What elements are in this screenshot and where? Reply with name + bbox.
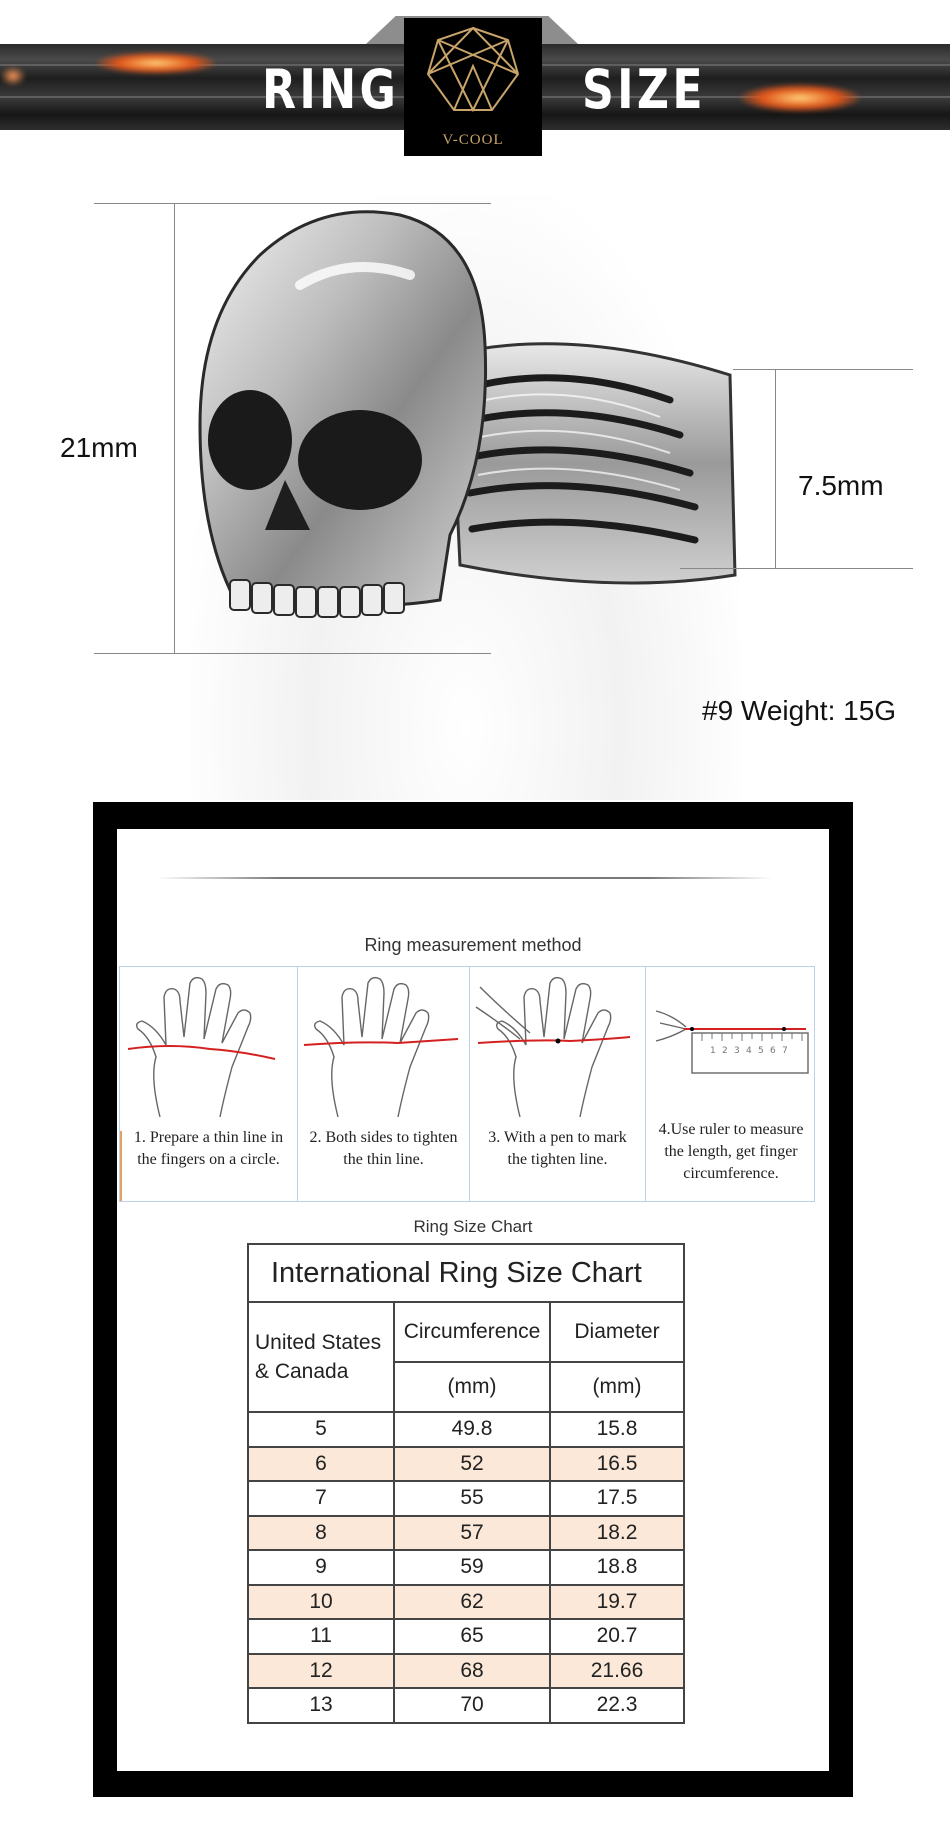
svg-text:5: 5 <box>758 1046 764 1056</box>
diameter-cell: 21.66 <box>550 1654 684 1689</box>
step-4 <box>646 967 816 1201</box>
dimension-line-band <box>775 369 776 569</box>
svg-text:1: 1 <box>710 1046 716 1056</box>
table-row <box>248 1481 684 1516</box>
svg-text:3: 3 <box>734 1046 740 1056</box>
diameter-cell: 18.2 <box>550 1516 684 1551</box>
ember-glow <box>740 84 860 112</box>
circumference-cell: 55 <box>394 1481 550 1516</box>
ember-glow <box>96 52 216 74</box>
divider <box>157 877 773 879</box>
table-row <box>248 1550 684 1585</box>
header-us-canada: United States & Canada <box>248 1302 394 1412</box>
table-row <box>248 1688 684 1723</box>
circumference-cell: 62 <box>394 1585 550 1620</box>
diameter-cell: 18.8 <box>550 1550 684 1585</box>
table-row <box>248 1447 684 1482</box>
header-diameter-unit: (mm) <box>550 1362 684 1412</box>
circumference-cell: 49.8 <box>394 1412 550 1447</box>
diameter-cell: 19.7 <box>550 1585 684 1620</box>
banner-title-right: SIZE <box>582 58 706 121</box>
size-cell: 8 <box>248 1516 394 1551</box>
hand-tighten-icon <box>298 967 470 1127</box>
circumference-cell: 59 <box>394 1550 550 1585</box>
table-row <box>248 1619 684 1654</box>
table-row <box>248 1516 684 1551</box>
diameter-cell: 16.5 <box>550 1447 684 1482</box>
ring-product-photo <box>190 195 740 800</box>
ring-height-label: 21mm <box>60 432 138 463</box>
step-1 <box>120 967 298 1201</box>
pen-mark-dot <box>556 1039 561 1044</box>
size-guide-panel <box>117 829 829 1771</box>
header-circumference: Circumference <box>394 1302 550 1362</box>
dimension-guide-bottom <box>94 653 491 654</box>
size-cell: 5 <box>248 1412 394 1447</box>
svg-text:4: 4 <box>746 1046 752 1056</box>
hand-pen-mark-icon <box>470 967 646 1127</box>
circumference-cell: 68 <box>394 1654 550 1689</box>
brand-logo-icon <box>404 18 542 130</box>
size-cell: 9 <box>248 1550 394 1585</box>
hand-string-icon <box>120 967 298 1127</box>
ring-size-table <box>247 1243 685 1724</box>
step-4-text: 4.Use ruler to measure the length, get finger circumference. <box>658 1121 804 1182</box>
banner-title-left: RING <box>262 58 400 121</box>
table-row <box>248 1654 684 1689</box>
size-chart-caption: Ring Size Chart <box>413 1217 533 1236</box>
diameter-cell: 17.5 <box>550 1481 684 1516</box>
size-cell: 11 <box>248 1619 394 1654</box>
circumference-cell: 57 <box>394 1516 550 1551</box>
size-cell: 12 <box>248 1654 394 1689</box>
step-1-text: 1. Prepare a thin line in the fingers on a circle. <box>133 1129 284 1168</box>
diameter-cell: 20.7 <box>550 1619 684 1654</box>
brand-logo-text: V-COOL <box>442 132 504 148</box>
dimension-line-height <box>174 203 175 654</box>
step-3-text: 3. With a pen to mark the tighten line. <box>488 1129 627 1168</box>
header-diameter: Diameter <box>550 1302 684 1362</box>
dimension-guide-top <box>94 203 491 204</box>
measurement-steps <box>119 966 815 1202</box>
step-2-text: 2. Both sides to tighten the thin line. <box>309 1129 458 1168</box>
ember-glow <box>0 66 26 86</box>
diameter-cell: 22.3 <box>550 1688 684 1723</box>
table-title: International Ring Size Chart <box>248 1244 684 1302</box>
method-title: Ring measurement method <box>364 935 582 955</box>
size-cell: 6 <box>248 1447 394 1482</box>
svg-text:2: 2 <box>722 1046 728 1056</box>
ruler-measure-icon <box>646 967 816 1127</box>
dimension-guide-band-bottom <box>680 568 913 569</box>
step-3 <box>470 967 646 1201</box>
header-circumference-unit: (mm) <box>394 1362 550 1412</box>
table-row <box>248 1412 684 1447</box>
size-cell: 10 <box>248 1585 394 1620</box>
size-cell: 13 <box>248 1688 394 1723</box>
brand-logo <box>404 18 542 156</box>
diameter-cell: 15.8 <box>550 1412 684 1447</box>
band-width-label: 7.5mm <box>798 470 884 501</box>
circumference-cell: 65 <box>394 1619 550 1654</box>
svg-text:7: 7 <box>782 1046 788 1056</box>
weight-label: #9 Weight: 15G <box>702 695 897 726</box>
size-guide-frame <box>93 802 853 1797</box>
circumference-cell: 52 <box>394 1447 550 1482</box>
dimension-guide-band-top <box>733 369 913 370</box>
skull-ring-image <box>190 195 740 800</box>
size-cell: 7 <box>248 1481 394 1516</box>
svg-text:6: 6 <box>770 1046 776 1056</box>
circumference-cell: 70 <box>394 1688 550 1723</box>
step-2 <box>298 967 470 1201</box>
table-row <box>248 1585 684 1620</box>
